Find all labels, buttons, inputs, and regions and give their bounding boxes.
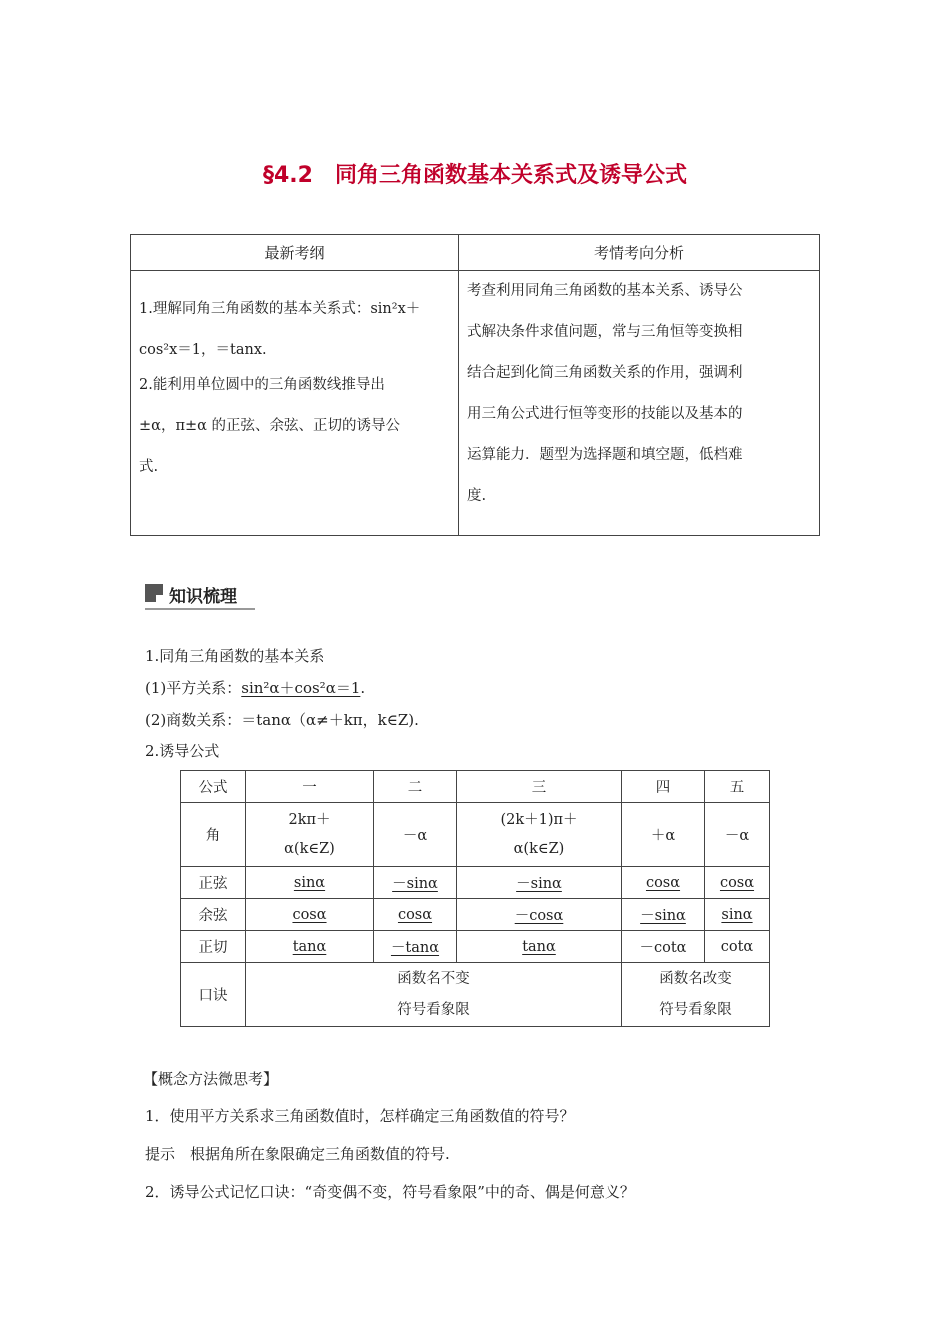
outline-left-line: cos²x＝1，＝tanx. <box>139 342 267 358</box>
section-underline <box>145 608 255 610</box>
outline-left-line: 2.能利用单位圆中的三角函数线推导出 <box>139 377 385 393</box>
header-cell: 五 <box>705 771 770 803</box>
formula-cell: －cosα <box>514 908 564 924</box>
formula-cell: cosα <box>645 874 681 891</box>
table-row <box>181 771 770 803</box>
formula-cell: cosα <box>397 906 433 923</box>
mnemonic-text: 函数名改变 <box>659 970 732 987</box>
formula-cell: －sinα <box>516 876 562 892</box>
angle-cell: ＋α <box>622 803 705 867</box>
think-heading: 【概念方法微思考】 <box>143 1070 279 1088</box>
header-cell: 四 <box>622 771 705 803</box>
row-label: 角 <box>181 803 246 867</box>
header-cell: 三 <box>457 771 622 803</box>
angle-cell: －α <box>374 803 457 867</box>
think-question-2: 2．诱导公式记忆口诀：“奇变偶不变，符号看象限”中的奇、偶是何意义？ <box>145 1183 635 1201</box>
table-row <box>181 803 770 867</box>
mnemonic-cell <box>246 963 622 1027</box>
heading-induction-formulas: 2.诱导公式 <box>145 742 220 760</box>
angle-text: α(k∈Z) <box>284 840 335 857</box>
header-cell: 二 <box>374 771 457 803</box>
row-label: 余弦 <box>181 899 246 931</box>
outline-right-line: 用三角公式进行恒等变形的技能以及基本的 <box>467 406 743 422</box>
square-relation-prefix: (1)平方关系： <box>145 679 242 697</box>
section-title: 知识梳理 <box>169 587 237 607</box>
page-title: §4.2 同角三角函数基本关系式及诱导公式 <box>263 163 687 188</box>
outline-header-left: 最新考纲 <box>131 235 459 271</box>
angle-text: (2k＋1)π＋ <box>500 811 578 828</box>
outline-left-cell <box>131 271 459 536</box>
header-cell: 公式 <box>181 771 246 803</box>
outline-left-line: 1.理解同角三角函数的基本关系式：sin²x＋ <box>139 301 421 317</box>
table-row <box>181 899 770 931</box>
outline-right-line: 式解决条件求值问题，常与三角恒等变换相 <box>467 324 743 340</box>
angle-text: α(k∈Z) <box>513 840 565 857</box>
mnemonic-cell <box>622 963 770 1027</box>
outline-header-right: 考情考向分析 <box>459 235 820 271</box>
header-cell: 一 <box>246 771 374 803</box>
formula-cell: cosα <box>292 906 327 923</box>
formula-cell: cosα <box>719 874 755 891</box>
formula-cell: －sinα <box>392 876 438 892</box>
formula-cell: tanα <box>292 938 327 955</box>
heading-basic-relations: 1.同角三角函数的基本关系 <box>145 647 325 665</box>
table-row <box>181 963 770 1027</box>
table-row <box>181 931 770 963</box>
outline-right-cell <box>459 271 820 536</box>
quotient-relation-line: (2)商数关系：＝tanα（α≠＋kπ，k∈Z). <box>145 711 419 729</box>
angle-cell <box>246 803 374 867</box>
row-label: 正弦 <box>181 867 246 899</box>
row-label: 正切 <box>181 931 246 963</box>
square-relation-suffix: . <box>360 679 366 697</box>
outline-left-line: ±α，π±α 的正弦、余弦、正切的诱导公 <box>139 418 401 434</box>
formula-cell: －tanα <box>390 940 440 956</box>
mnemonic-text: 符号看象限 <box>397 1001 470 1018</box>
mnemonic-text: 函数名不变 <box>397 970 470 987</box>
formula-cell: tanα <box>522 938 556 955</box>
square-relation-formula: sin²α＋cos²α＝1 <box>241 679 361 697</box>
angle-cell <box>457 803 622 867</box>
induction-formula-table <box>180 770 770 1027</box>
outline-right-line: 考查利用同角三角函数的基本关系、诱导公 <box>467 283 743 299</box>
think-answer-1: 提示 根据角所在象限确定三角函数值的符号. <box>145 1145 450 1163</box>
angle-text: 2kπ＋ <box>288 811 331 828</box>
table-row <box>181 867 770 899</box>
formula-cell: cotα <box>720 938 754 955</box>
angle-cell: －α <box>705 803 770 867</box>
formula-cell: sinα <box>293 874 326 891</box>
square-relation-line <box>145 677 365 698</box>
outline-right-line: 运算能力．题型为选择题和填空题，低档难 <box>467 447 743 463</box>
section-square-icon <box>145 584 163 602</box>
formula-cell: －sinα <box>640 908 686 924</box>
outline-right-line: 结合起到化简三角函数关系的作用，强调利 <box>467 365 743 381</box>
formula-cell: sinα <box>721 906 753 923</box>
formula-cell: －cotα <box>639 940 687 956</box>
think-question-1: 1．使用平方关系求三角函数值时，怎样确定三角函数值的符号？ <box>145 1107 575 1125</box>
row-label: 口诀 <box>181 963 246 1027</box>
mnemonic-text: 符号看象限 <box>659 1001 732 1018</box>
outline-right-line: 度. <box>467 488 487 504</box>
outline-table <box>130 234 820 536</box>
outline-left-line: 式. <box>139 459 159 475</box>
